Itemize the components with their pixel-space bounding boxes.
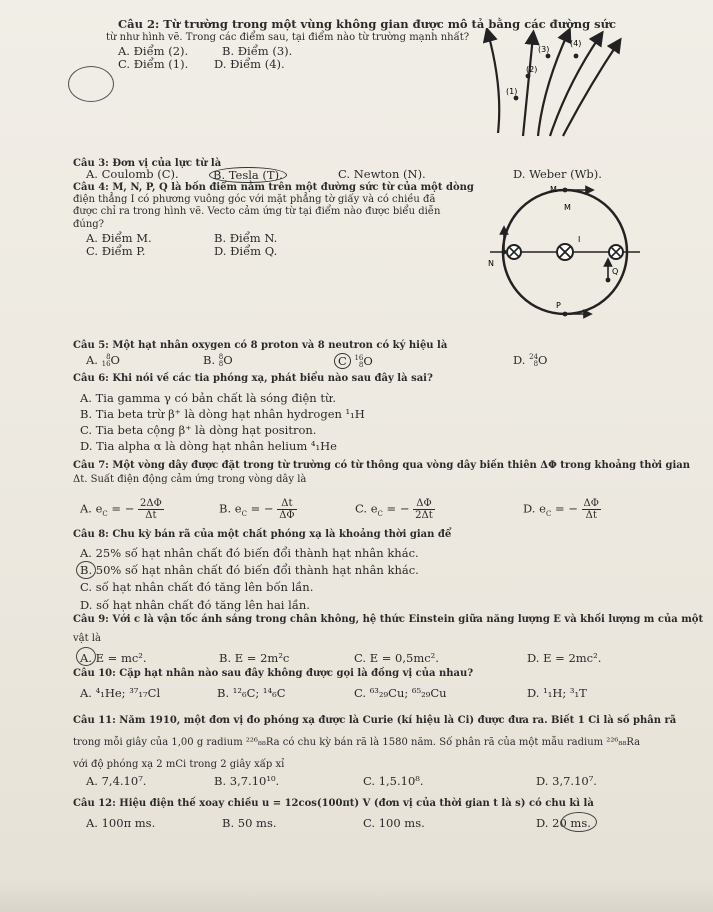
pen-mark-circle bbox=[68, 66, 114, 102]
label-m: M bbox=[550, 185, 557, 194]
q11-option-d[interactable]: D. 3,7.10⁷. bbox=[536, 774, 597, 788]
q9-stem-line2: vật là bbox=[73, 633, 101, 644]
q12-stem: Câu 12: Hiệu điện thế xoay chiều u = 12cos(100πt) V (đơn vị của thời gian t là s) có chu kì là bbox=[73, 798, 594, 809]
q6-option-c[interactable]: C. Tia beta cộng β⁺ là dòng hạt positron. bbox=[80, 423, 317, 437]
q10-option-b[interactable]: B. ¹²₆C; ¹⁴₆C bbox=[217, 686, 286, 700]
q9-option-c[interactable]: C. E = 0,5mc². bbox=[354, 651, 439, 665]
q2-option-c[interactable]: C. Điểm (1). bbox=[118, 57, 189, 71]
point-1-label: (1) bbox=[506, 87, 518, 96]
point-4-dot bbox=[574, 54, 579, 59]
field-line-5 bbox=[563, 43, 618, 136]
q11-stem-line1: Câu 11: Năm 1910, một đơn vị đo phóng xạ được là Curie (kí hiệu là Ci) được đưa ra. Biết 1 Ci là số phân rã bbox=[73, 715, 677, 726]
q4-stem-line2: điện thẳng I có phương vuông góc với mặt phẳng tờ giấy và có chiều đã bbox=[73, 194, 436, 205]
pen-mark-q8 bbox=[76, 561, 96, 579]
label-p: P bbox=[556, 301, 561, 310]
q8-option-c[interactable]: C. số hạt nhân chất đó tăng lên bốn lần. bbox=[80, 580, 314, 594]
q5-option-b[interactable]: B. 8 8O bbox=[203, 353, 233, 368]
q10-option-c[interactable]: C. ⁶³₂₉Cu; ⁶⁵₂₉Cu bbox=[354, 686, 447, 700]
q10-option-a[interactable]: A. ⁴₁He; ³⁷₁₇Cl bbox=[80, 686, 161, 700]
q4-stem-line4: đúng? bbox=[73, 219, 105, 230]
label-q: Q bbox=[612, 267, 619, 276]
q11-option-c[interactable]: C. 1,5.10⁸. bbox=[363, 774, 424, 788]
point-4-label: (4) bbox=[570, 39, 582, 48]
q7-stem-line2: Δt. Suất điện động cảm ứng trong vòng dây là bbox=[73, 474, 307, 485]
q3-option-c[interactable]: C. Newton (N). bbox=[338, 167, 426, 181]
q7-stem-line1: Câu 7: Một vòng dây được đặt trong từ trường có từ thông qua vòng dây biến thiên ΔΦ trong khoảng thời gian bbox=[73, 460, 691, 471]
q12-option-d[interactable]: D. 20 ms. bbox=[536, 816, 591, 830]
q7-option-a[interactable]: A. $e_C$ = − $\frac{2\Delta\Phi}{\Delta t}$ bbox=[80, 498, 162, 521]
q2-option-d[interactable]: D. Điểm (4). bbox=[214, 57, 285, 71]
q7-option-c[interactable]: C. $e_C$ = − $\frac{\Delta\Phi}{2\Delta t}$ bbox=[355, 498, 433, 521]
q6-option-d[interactable]: D. Tia alpha α là dòng hạt nhân helium ⁴₁He bbox=[80, 439, 337, 453]
q12-option-b[interactable]: B. 50 ms. bbox=[222, 816, 277, 830]
q5-option-c[interactable]: C 16 8O bbox=[334, 353, 373, 369]
q3-stem: Câu 3: Đơn vị của lực từ là bbox=[73, 158, 222, 169]
q7-option-b[interactable]: B. $e_C$ = − $\frac{\Delta t}{\Delta\Phi}$ bbox=[219, 498, 295, 521]
field-line-1 bbox=[488, 33, 499, 133]
q7-option-d[interactable]: D. $e_C$ = − $\frac{\Delta\Phi}{\Delta t}$ bbox=[523, 498, 599, 521]
q2-stem-line1: Câu 2: Từ trường trong một vùng không gian được mô tả bằng các đường sức bbox=[118, 17, 616, 31]
q12-option-c[interactable]: C. 100 ms. bbox=[363, 816, 425, 830]
q4-stem-line3: được chỉ ra trong hình vẽ. Vecto cảm ứng từ tại điểm nào được biểu diễn bbox=[73, 206, 441, 217]
q9-option-d[interactable]: D. E = 2mc². bbox=[527, 651, 602, 665]
label-i: I bbox=[578, 235, 581, 244]
q8-option-a[interactable]: A. 25% số hạt nhân chất đó biến đổi thành hạt nhân khác. bbox=[80, 546, 419, 560]
page-bottom-shadow bbox=[0, 880, 713, 912]
q3-option-b[interactable]: B. Tesla (T). bbox=[209, 167, 287, 183]
q9-option-b[interactable]: B. E = 2m²c bbox=[219, 651, 290, 665]
point-1-dot bbox=[514, 96, 519, 101]
point-3-label: (3) bbox=[538, 45, 550, 54]
q2-field-lines-figure bbox=[478, 28, 628, 140]
q11-stem-line3: với độ phóng xạ 2 mCi trong 2 giây xấp xỉ bbox=[73, 759, 285, 770]
q4-option-d[interactable]: D. Điểm Q. bbox=[214, 244, 278, 258]
point-n-dot bbox=[502, 250, 507, 255]
q9-stem-line1: Câu 9: Với c là vận tốc ánh sáng trong chân không, hệ thức Einstein giữa năng lượng E và khối lượng m của một bbox=[73, 614, 704, 625]
q6-stem: Câu 6: Khi nói về các tia phóng xạ, phát biểu nào sau đây là sai? bbox=[73, 373, 433, 384]
q6-option-a[interactable]: A. Tia gamma γ có bản chất là sóng điện từ. bbox=[80, 391, 337, 405]
q10-stem: Câu 10: Cặp hạt nhân nào sau đây không được gọi là đồng vị của nhau? bbox=[73, 668, 474, 679]
q11-option-b[interactable]: B. 3,7.10¹⁰. bbox=[214, 774, 280, 788]
q5-stem: Câu 5: Một hạt nhân oxygen có 8 proton và 8 neutron có ký hiệu là bbox=[73, 340, 448, 351]
q10-option-d[interactable]: D. ¹₁H; ³₁T bbox=[527, 686, 587, 700]
field-line-2 bbox=[523, 36, 533, 136]
q8-option-b[interactable]: B. 50% số hạt nhân chất đó biến đổi thành hạt nhân khác. bbox=[80, 563, 419, 577]
q9-option-a[interactable]: A. E = mc². bbox=[80, 651, 147, 665]
point-2-dot bbox=[526, 74, 531, 79]
label-n: N bbox=[488, 259, 494, 268]
field-line-4 bbox=[550, 36, 600, 136]
q4-field-circle-figure bbox=[480, 180, 650, 330]
q12-option-a[interactable]: A. 100π ms. bbox=[86, 816, 156, 830]
label-m-inner: M bbox=[564, 203, 571, 212]
q8-stem: Câu 8: Chu kỳ bán rã của một chất phóng xạ là khoảng thời gian để bbox=[73, 529, 452, 540]
q8-option-d[interactable]: D. số hạt nhân chất đó tăng lên hai lần. bbox=[80, 598, 310, 612]
q5-option-a[interactable]: A. 8 16O bbox=[86, 353, 120, 368]
q4-stem-line1: Câu 4: M, N, P, Q là bốn điểm nằm trên một đường sức từ của một dòng bbox=[73, 182, 474, 193]
q11-stem-line2: trong mỗi giây của 1,00 g radium ²²⁶₈₈Ra có chu kỳ bán rã là 1580 năm. Số phân rã của một mẫu radium ²²⁶₈₈Ra bbox=[73, 737, 641, 748]
pen-mark-q12 bbox=[561, 812, 597, 832]
pen-mark-q9 bbox=[76, 647, 96, 666]
q2-option-a[interactable]: A. Điểm (2). bbox=[118, 44, 189, 58]
q5-option-d[interactable]: D. 24 8O bbox=[513, 353, 548, 368]
q3-option-d[interactable]: D. Weber (Wb). bbox=[513, 167, 602, 181]
q3-option-a[interactable]: A. Coulomb (C). bbox=[86, 167, 179, 181]
q4-option-b[interactable]: B. Điểm N. bbox=[214, 231, 278, 245]
point-m-dot bbox=[563, 188, 568, 193]
q11-option-a[interactable]: A. 7,4.10⁷. bbox=[86, 774, 147, 788]
q2-stem-line2: từ như hình vẽ. Trong các điểm sau, tại điểm nào từ trường mạnh nhất? bbox=[106, 32, 470, 43]
q6-option-b[interactable]: B. Tia beta trừ β⁺ là dòng hạt nhân hydrogen ¹₁H bbox=[80, 407, 365, 421]
q2-option-b[interactable]: B. Điểm (3). bbox=[222, 44, 293, 58]
q4-option-a[interactable]: A. Điểm M. bbox=[86, 231, 152, 245]
point-2-label: (2) bbox=[526, 65, 538, 74]
q4-option-c[interactable]: C. Điểm P. bbox=[86, 244, 146, 258]
point-3-dot bbox=[546, 54, 551, 59]
